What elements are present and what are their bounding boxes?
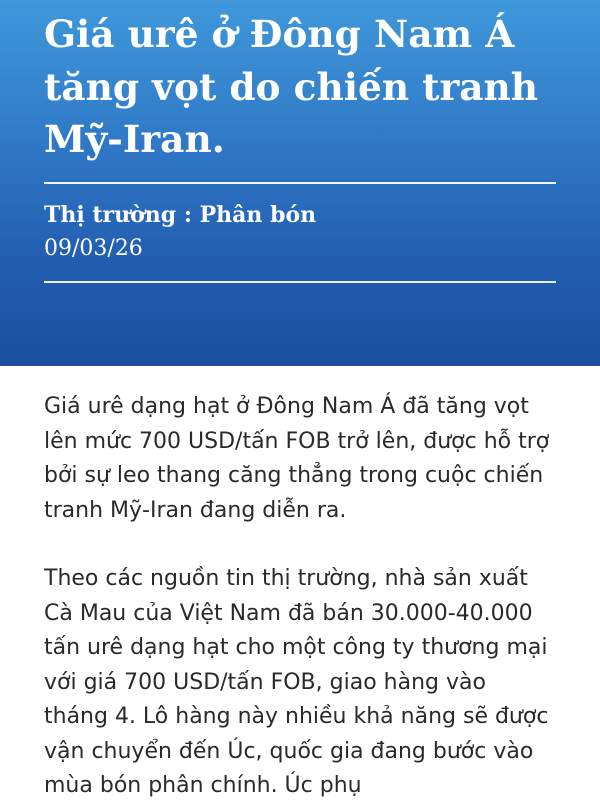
article-header [0, 0, 600, 366]
header-divider-top [44, 182, 556, 184]
article-body [44, 390, 556, 800]
header-divider-bottom [44, 281, 556, 283]
article-date: 09/03/26 [44, 236, 143, 261]
article-paragraph-1: Giá urê dạng hạt ở Đông Nam Á đã tăng vọt lên mức 700 USD/tấn FOB trở lên, được hỗ trợ bởi sự leo thang căng thẳng trong cuộc chiến tranh Mỹ-Iran đang diễn ra. [44, 394, 550, 523]
article-category: Thị trường : Phân bón [44, 202, 317, 228]
article-paragraph-2: Theo các nguồn tin thị trường, nhà sản xuất Cà Mau của Việt Nam đã bán 30.000-40.000 tấn urê dạng hạt cho một công ty thương mại với giá 700 USD/tấn FOB, giao hàng vào tháng 4. Lô hàng này nhiều khả năng sẽ được vận chuyển đến Úc, quốc gia đang bước vào mùa bón phân chính. Úc phụ [44, 566, 549, 798]
article-title: Giá urê ở Đông Nam Á tăng vọt do chiến tranh Mỹ-Iran. [44, 12, 539, 161]
